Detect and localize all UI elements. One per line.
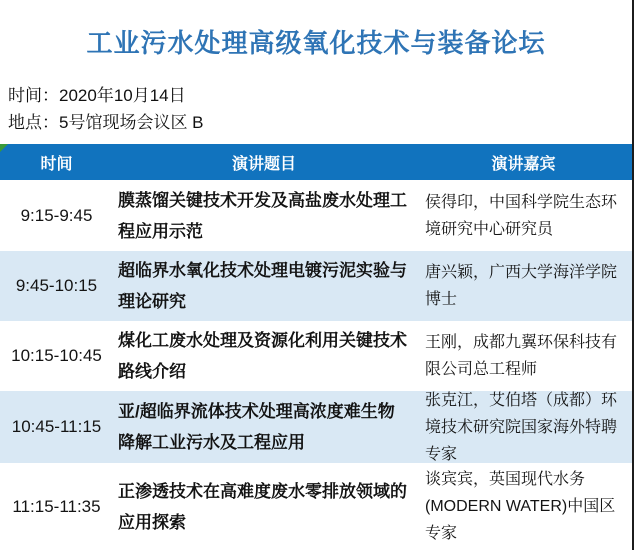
cell-speaker: 谈宾宾，英国现代水务(MODERN WATER)中国区专家	[425, 471, 616, 542]
table-row	[0, 180, 632, 251]
title-banner	[0, 0, 632, 82]
cell-topic: 亚/超临界流体技术处理高浓度难生物降解工业污水及工程应用	[118, 402, 395, 452]
cell-time: 9:45-10:15	[15, 276, 98, 295]
photo-edge-line	[632, 0, 634, 550]
meta-time: 时间：2020年10月14日	[8, 86, 186, 105]
schedule-table	[0, 144, 632, 550]
cell-speaker: 唐兴颖，广西大学海洋学院博士	[425, 264, 618, 308]
meta-location: 地点：5号馆现场会议区 B	[8, 113, 204, 132]
cell-time: 10:45-11:15	[11, 417, 102, 436]
cell-time: 11:15-11:35	[12, 496, 101, 516]
cell-topic: 正渗透技术在高难度废水零排放领域的应用探索	[118, 481, 407, 532]
table-row	[0, 251, 632, 321]
cell-topic: 超临界水氧化技术处理电镀污泥实验与理论研究	[118, 261, 407, 311]
cell-time: 10:15-10:45	[11, 346, 102, 365]
table-header-row	[0, 144, 632, 180]
cell-topic: 膜蒸馏关键技术开发及高盐废水处理工程应用示范	[118, 190, 407, 241]
cell-time: 9:15-9:45	[20, 205, 93, 225]
cell-speaker: 王刚，成都九翼环保科技有限公司总工程师	[425, 334, 618, 378]
column-header-speaker: 演讲嘉宾	[491, 155, 556, 173]
cell-topic: 煤化工废水处理及资源化利用关键技术路线介绍	[118, 331, 407, 381]
table-row	[0, 321, 632, 391]
cell-speaker: 侯得印，中国科学院生态环境研究中心研究员	[425, 193, 618, 238]
forum-title: 工业污水处理高级氧化技术与装备论坛	[86, 27, 546, 58]
table-row	[0, 391, 632, 463]
table-row	[0, 463, 632, 550]
column-header-topic: 演讲题目	[231, 155, 296, 173]
green-corner-mark	[0, 144, 8, 152]
meta-block	[0, 82, 632, 144]
cell-speaker: 张克江，艾伯塔（成都）环境技术研究院国家海外特聘专家	[425, 391, 618, 463]
column-header-time: 时间	[40, 155, 73, 173]
